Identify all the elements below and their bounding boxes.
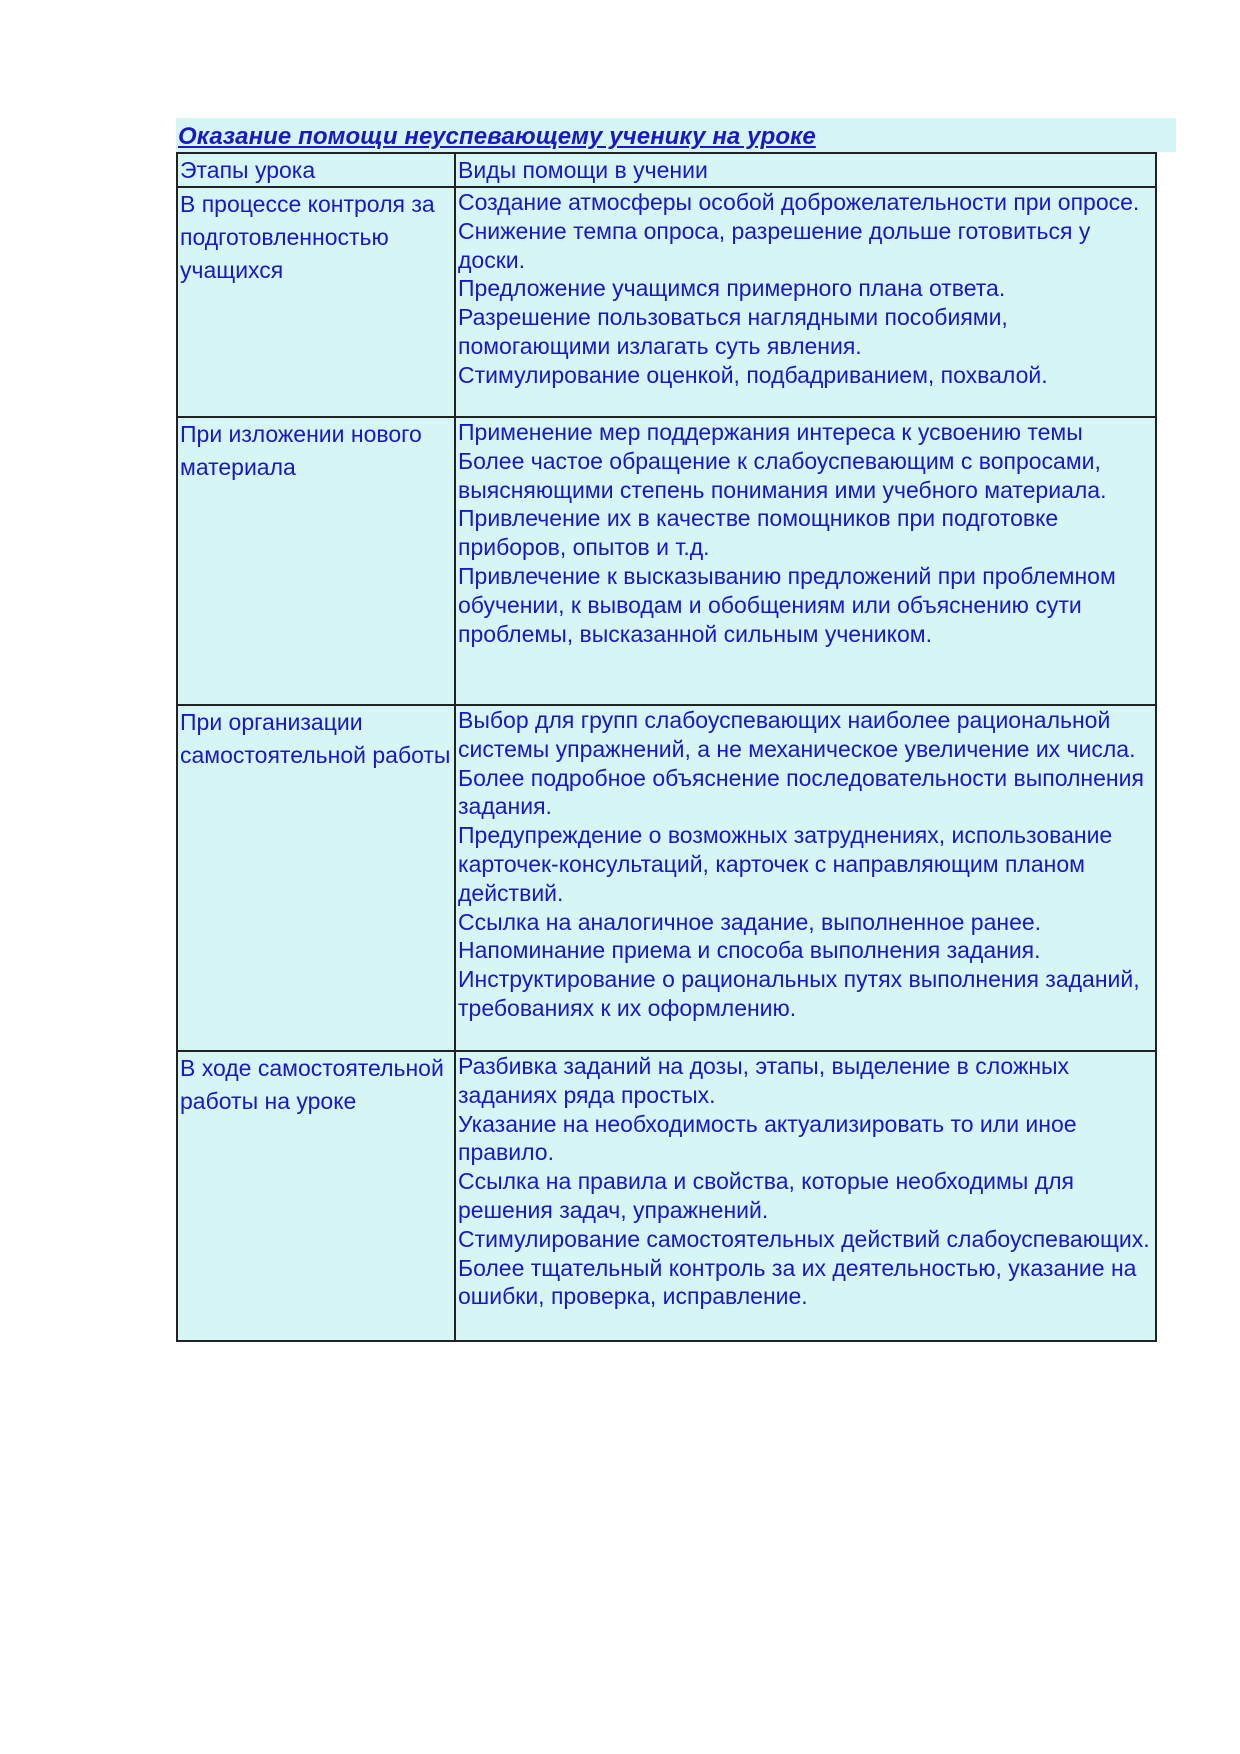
help-item: Выбор для групп слабоуспевающих наиболее рациональной системы упражнений, а не механическое увеличение их числа. bbox=[458, 707, 1136, 762]
document-title: Оказание помощи неуспевающему ученику на уроке bbox=[178, 123, 816, 150]
help-item: Разбивка заданий на дозы, этапы, выделение в сложных заданиях ряда простых. bbox=[458, 1053, 1070, 1108]
help-table bbox=[176, 152, 1157, 1342]
help-item: Напоминание приема и способа выполнения задания. bbox=[458, 937, 1041, 964]
help-item: Ссылка на правила и свойства, которые необходимы для решения задач, упражнений. bbox=[458, 1168, 1075, 1223]
help-item: Инструктирование о рациональных путях выполнения заданий, требованиях к их оформлению. bbox=[458, 966, 1140, 1021]
help-item: Снижение темпа опроса, разрешение дольше готовиться у доски. bbox=[458, 217, 1091, 273]
help-item: Стимулирование оценкой, подбадриванием, похвалой. bbox=[458, 361, 1048, 388]
header-stages: Этапы урока bbox=[177, 153, 455, 187]
document-sheet bbox=[176, 118, 1176, 1342]
help-cell bbox=[455, 705, 1156, 1051]
help-item: Более частое обращение к слабоуспевающим с вопросами, выясняющими степень понимания ими учебного материала. bbox=[458, 447, 1107, 503]
stage-cell: В ходе самостоятельной работы на уроке bbox=[177, 1051, 455, 1341]
stage-cell: При изложении нового материала bbox=[177, 417, 455, 705]
table-row bbox=[177, 1051, 1156, 1341]
stage-cell: В процессе контроля за подготовленностью учащихся bbox=[177, 187, 455, 417]
title-bar bbox=[176, 118, 1176, 152]
stage-cell: При организации самостоятельной работы bbox=[177, 705, 455, 1051]
help-cell bbox=[455, 187, 1156, 417]
help-cell bbox=[455, 1051, 1156, 1341]
help-item: Указание на необходимость актуализировать то или иное правило. bbox=[458, 1110, 1077, 1166]
help-item: Стимулирование самостоятельных действий слабоуспевающих. bbox=[458, 1225, 1150, 1252]
help-item: Привлечение их в качестве помощников при подготовке приборов, опытов и т.д. bbox=[458, 505, 1059, 561]
table-row bbox=[177, 417, 1156, 705]
table-header-row bbox=[177, 153, 1156, 187]
help-item: Предупреждение о возможных затруднениях, использование карточек-консультаций, карточек с направляющим планом действий. bbox=[458, 822, 1113, 906]
help-item: Предложение учащимся примерного плана ответа. bbox=[458, 275, 1006, 302]
help-item: Более тщательный контроль за их деятельностью, указание на ошибки, проверка, исправление. bbox=[458, 1254, 1137, 1310]
help-item: Применение мер поддержания интереса к усвоению темы bbox=[458, 419, 1083, 445]
help-item: Более подробное объяснение последовательности выполнения задания. bbox=[458, 764, 1144, 820]
table-row bbox=[177, 187, 1156, 417]
help-item: Создание атмосферы особой доброжелательности при опросе. bbox=[458, 189, 1140, 215]
table-row bbox=[177, 705, 1156, 1051]
help-item: Привлечение к высказыванию предложений при проблемном обучении, к выводам и обобщениям или объяснению сути проблемы, высказанной сильным учеником. bbox=[458, 562, 1116, 647]
help-cell bbox=[455, 417, 1156, 705]
help-item: Разрешение пользоваться наглядными пособиями, помогающими излагать суть явления. bbox=[458, 304, 1008, 359]
help-item: Ссылка на аналогичное задание, выполненное ранее. bbox=[458, 908, 1042, 935]
header-help-types: Виды помощи в учении bbox=[455, 153, 1156, 187]
